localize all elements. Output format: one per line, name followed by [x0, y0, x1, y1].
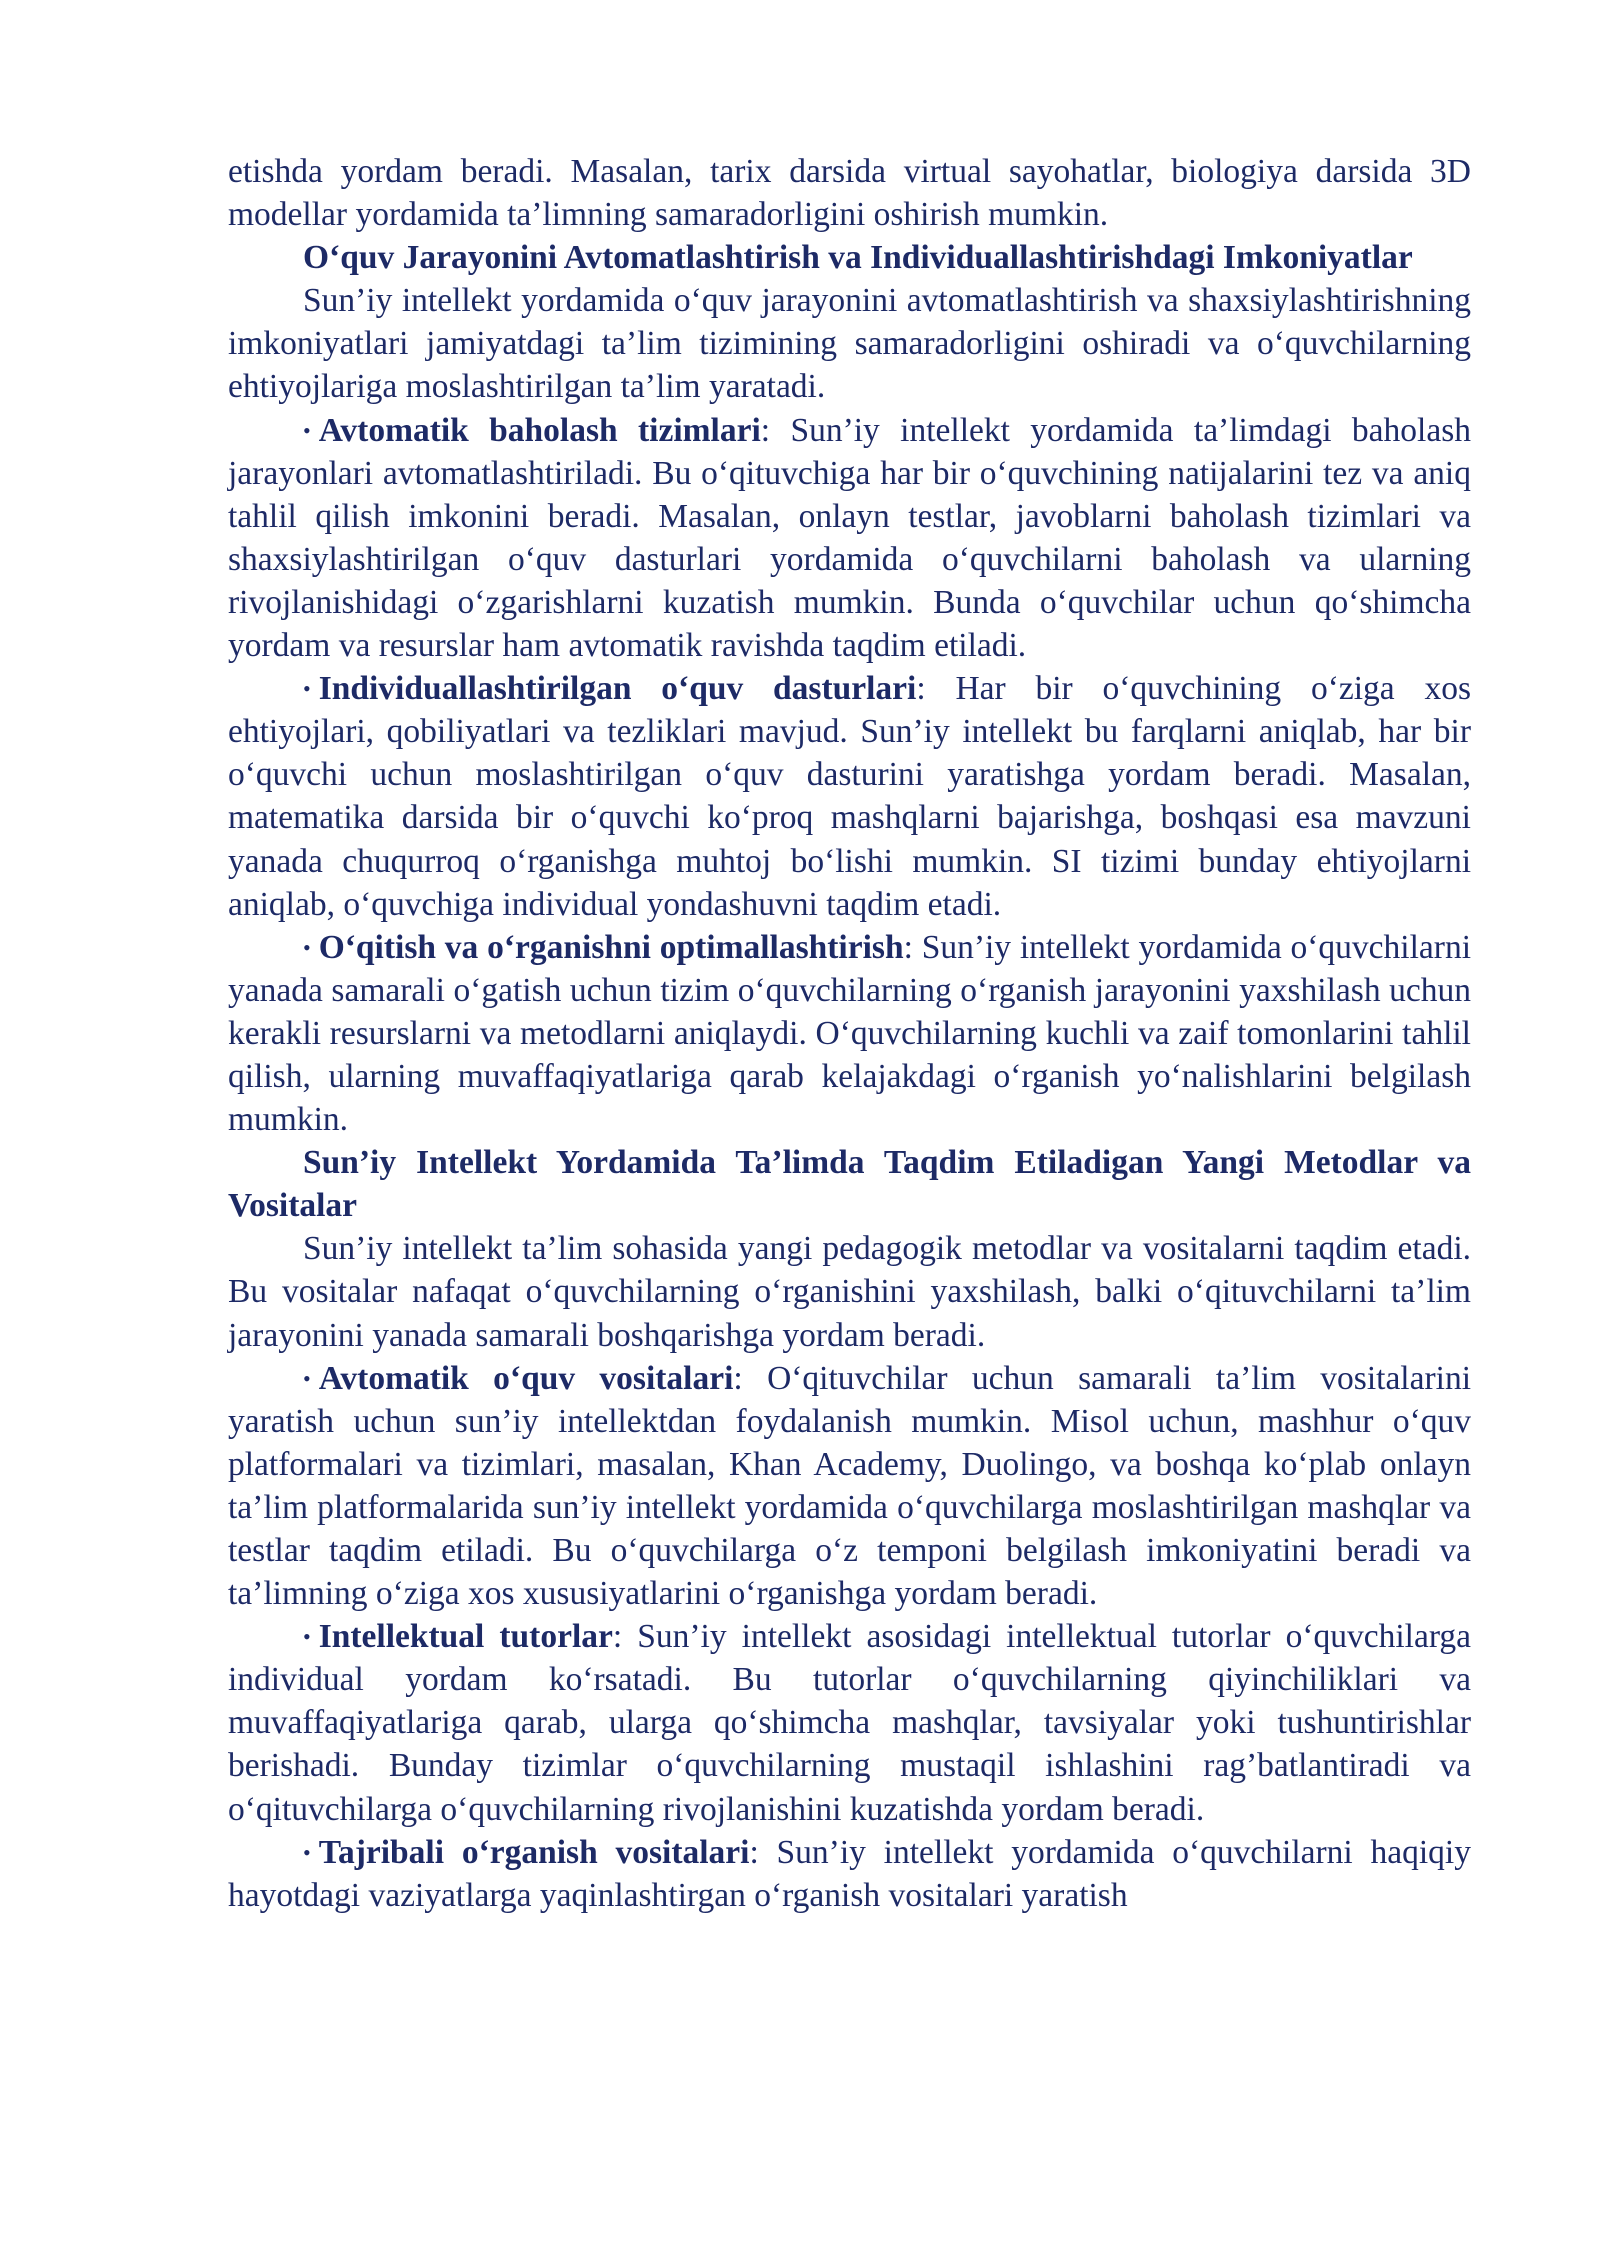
bullet-term: Individuallashtirilgan o‘quv dasturlari: [318, 670, 917, 708]
document-page: [228, 150, 1471, 1917]
bullet-optimization: [228, 926, 1471, 1141]
bullet-term: O‘qitish va o‘rganishni optimallashtirish: [318, 928, 904, 966]
bullet-term: Avtomatik baholash tizimlari: [318, 411, 761, 449]
bullet-marker: •: [303, 417, 311, 443]
bullet-experiential-tools: [228, 1831, 1471, 1917]
section-heading-automation: O‘quv Jarayonini Avtomatlashtirish va Individuallashtirishdagi Imkoniyatlar: [303, 239, 1413, 277]
bullet-automatic-assessment: [228, 409, 1471, 668]
bullet-term: Intellektual tutorlar: [318, 1618, 613, 1656]
bullet-automatic-tools: [228, 1357, 1471, 1616]
bullet-text: : Sun’iy intellekt asosidagi intellektual tutorlar o‘quvchilarga individual yordam ko‘rsatadi. Bu tutorlar o‘quvchilarning qiyinchiliklari va muvaffaqiyatlariga qarab, ularga qo‘shimcha mashqlar, tavsiyalar yoki tushuntirishlar berishadi. Bunday tizimlar o‘quvchilarning mustaqil ishlashini rag’batlantiradi va o‘qituvchilarga o‘quvchilarning rivojlanishini kuzatishda yordam beradi.: [228, 1618, 1471, 1828]
bullet-marker: •: [303, 934, 311, 960]
paragraph-automation-intro: Sun’iy intellekt yordamida o‘quv jarayonini avtomatlashtirish va shaxsiylashtirishning imkoniyatlari jamiyatdagi ta’lim tizimining samaradorligini oshiradi va o‘quvchilarning ehtiyojlariga moslashtirilgan ta’lim yaratadi.: [228, 282, 1471, 406]
paragraph-new-methods-intro: Sun’iy intellekt ta’lim sohasida yangi pedagogik metodlar va vositalarni taqdim etadi. Bu vositalar nafaqat o‘quvchilarning o‘rganishini yaxshilash, balki o‘qituvchilarni ta’lim jarayonini yanada samarali boshqarishga yordam beradi.: [228, 1230, 1471, 1354]
bullet-text: : O‘qituvchilar uchun samarali ta’lim vositalarini yaratish uchun sun’iy intellektdan foydalanish mumkin. Misol uchun, mashhur o‘quv platformalari va tizimlari, masalan, Khan Academy, Duolingo, va boshqa ko‘plab onlayn ta’lim platformalarida sun’iy intellekt yordamida o‘quvchilarga moslashtirilgan mashqlar va testlar taqdim etiladi. Bu o‘quvchilarga o‘z temponi belgilash imkoniyatini beradi va ta’limning o‘ziga xos xususiyatlarini o‘rganishga yordam beradi.: [228, 1359, 1472, 1613]
bullet-text: : Sun’iy intellekt yordamida o‘quvchilarni yanada samarali o‘gatish uchun tizim o‘quvchilarning o‘rganish jarayonini yaxshilash uchun kerakli resurslarni va metodlarni aniqlaydi. O‘quvchilarning kuchli va zaif tomonlarini tahlil qilish, ularning muvaffaqiyatlariga qarab kelajakdagi o‘rganish yo‘nalishlarini belgilash mumkin.: [228, 928, 1471, 1139]
paragraph-continuation: etishda yordam beradi. Masalan, tarix darsida virtual sayohatlar, biologiya darsida 3D modellar yordamida ta’limning samaradorligini oshirish mumkin.: [228, 153, 1471, 234]
bullet-term: Avtomatik o‘quv vositalari: [318, 1359, 734, 1397]
bullet-marker: •: [303, 1365, 311, 1391]
bullet-intelligent-tutors: [228, 1615, 1471, 1830]
bullet-text: : Sun’iy intellekt yordamida o‘quvchilarni haqiqiy hayotdagi vaziyatlarga yaqinlashtirgan o‘rganish vositalari yaratish: [228, 1833, 1471, 1914]
section-heading-new-methods: Sun’iy Intellekt Yordamida Ta’limda Taqdim Etiladigan Yangi Metodlar va Vositalar: [228, 1144, 1471, 1225]
bullet-term: Tajribali o‘rganish vositalari: [318, 1833, 750, 1871]
bullet-marker: •: [303, 1624, 311, 1650]
bullet-marker: •: [303, 676, 311, 702]
bullet-individual-programs: [228, 667, 1471, 926]
bullet-text: : Sun’iy intellekt yordamida ta’limdagi baholash jarayonlari avtomatlashtiriladi. Bu o‘qituvchiga har bir o‘quvchining natijalarini tez va aniq tahlil qilish imkonini beradi. Masalan, onlayn testlar, javoblarni baholash tizimlari va shaxsiylashtirilgan o‘quv dasturlari yordamida o‘quvchilarni baholash va ularning rivojlanishidagi o‘zgarishlarni kuzatish mumkin. Bunda o‘quvchilar uchun qo‘shimcha yordam va resurslar ham avtomatik ravishda taqdim etiladi.: [228, 411, 1471, 665]
bullet-text: : Har bir o‘quvchining o‘ziga xos ehtiyojlari, qobiliyatlari va tezliklari mavjud. Sun’iy intellekt bu farqlarni aniqlab, har bir o‘quvchi uchun moslashtirilgan o‘quv dasturini yaratishga yordam beradi. Masalan, matematika darsida bir o‘quvchi ko‘proq mashqlarni bajarishga, boshqasi esa mavzuni yanada chuqurroq o‘rganishga muhtoj bo‘lishi mumkin. SI tizimi bunday ehtiyojlarni aniqlab, o‘quvchiga individual yondashuvni taqdim etadi.: [228, 670, 1471, 923]
bullet-marker: •: [303, 1839, 311, 1865]
